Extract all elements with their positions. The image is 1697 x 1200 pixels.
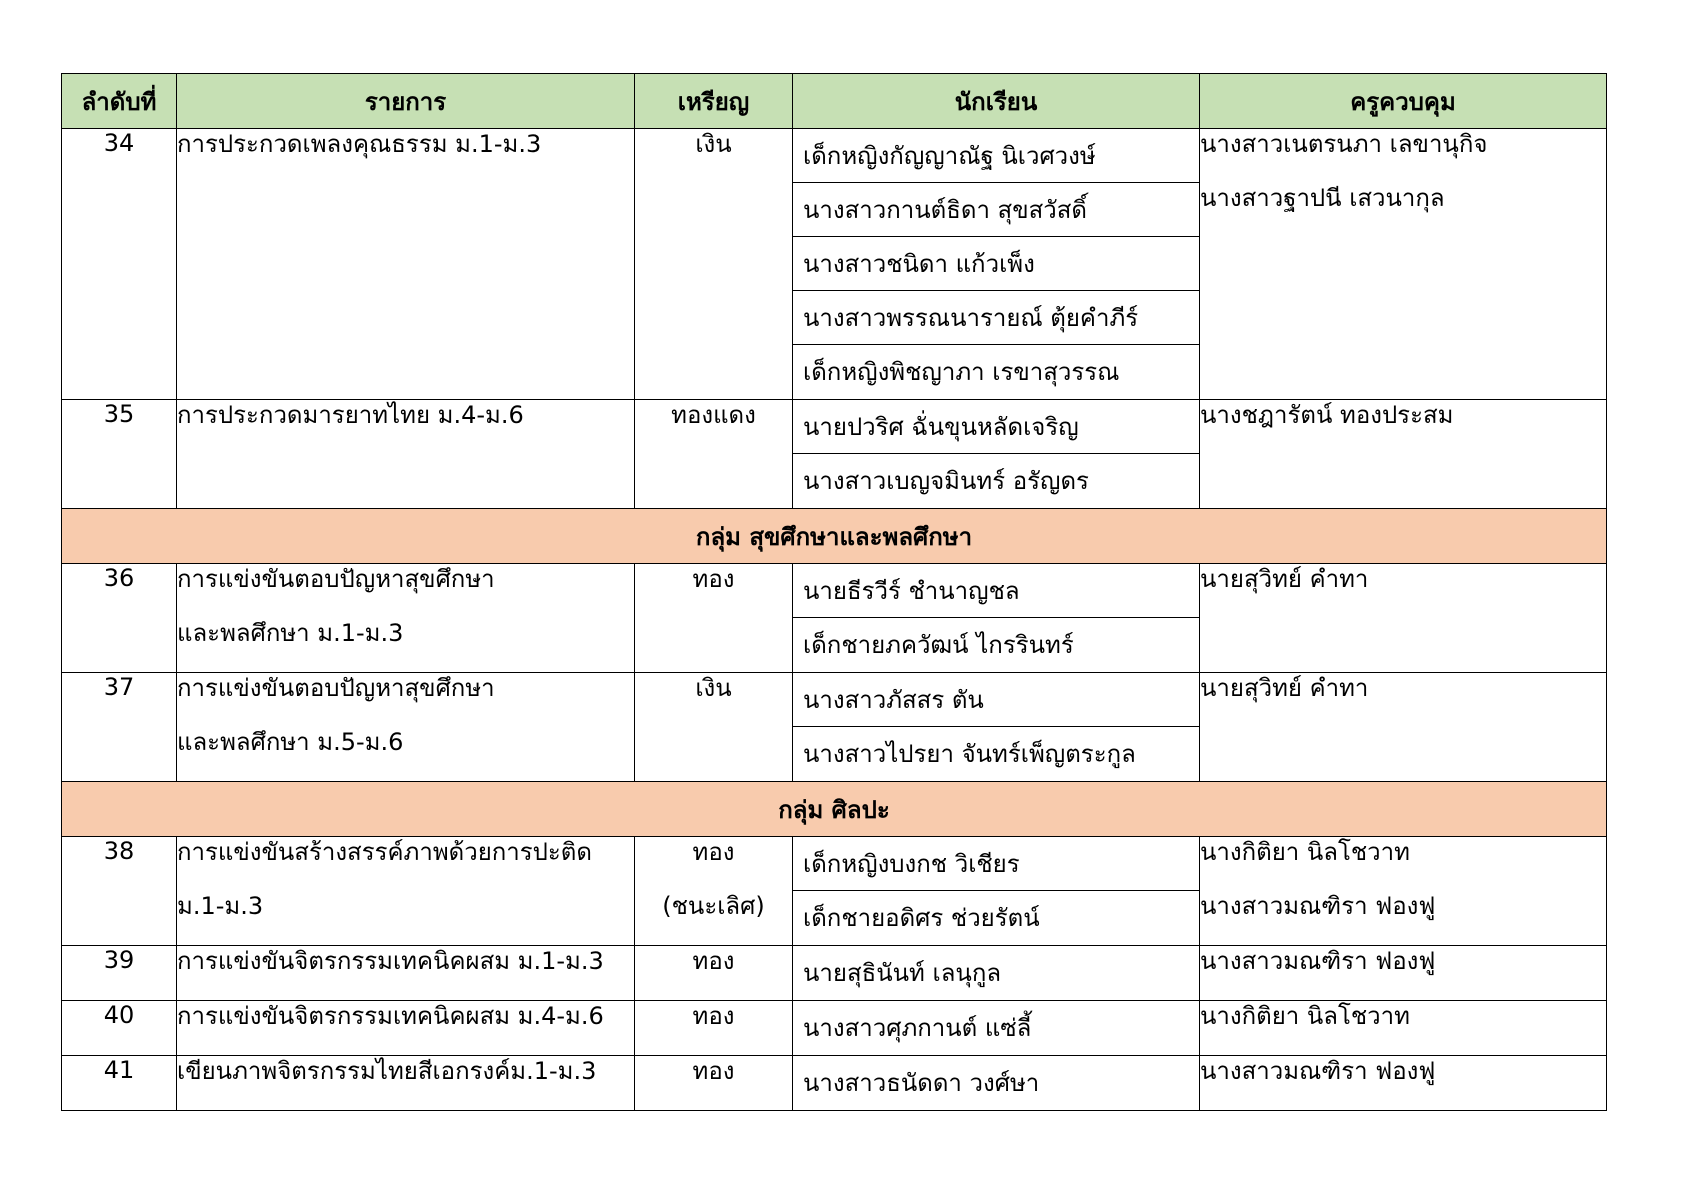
item-cell [177, 1056, 635, 1111]
student-name: นายสุธินันท์ เลนุกูล [803, 959, 1002, 987]
row-number: 39 [62, 946, 177, 1001]
item-cell-line: เขียนภาพจิตรกรรมไทยสีเอกรงค์ม.1-ม.3 [177, 1057, 597, 1085]
item-cell [177, 673, 635, 782]
student-name: นางสาวไปรยา จันทร์เพ็ญตระกูล [803, 740, 1136, 768]
student-name: นายธีรวีร์ ชำนาญชล [793, 564, 1199, 618]
row-number: 38 [62, 837, 177, 946]
medal-cell-line: (ชนะเลิศ) [662, 892, 765, 920]
teachers-cell [1200, 129, 1607, 400]
item-cell-line: ม.1-ม.3 [177, 892, 264, 920]
teachers-cell-line: นางสาวฐาปนี เสวนากุล [1200, 184, 1445, 212]
students-cell [793, 837, 1200, 946]
item-cell [177, 837, 635, 946]
table-row [62, 837, 1607, 946]
medal-cell [635, 837, 793, 946]
item-cell [177, 400, 635, 509]
teachers-cell-line: นางชฎารัตน์ ทองประสม [1200, 401, 1454, 429]
students-cell [793, 673, 1200, 782]
student-name: นางสาวเบญจมินทร์ อรัญดร [803, 467, 1089, 495]
item-cell-line: และพลศึกษา ม.5-ม.6 [177, 728, 404, 756]
medal-cell-line: ทอง [692, 838, 735, 866]
teachers-cell-line: นางสาวมณฑิรา ฟองฟู [1200, 947, 1436, 975]
teachers-cell-line: นางกิติยา นิลโชวาท [1200, 1002, 1410, 1030]
table-row [62, 564, 1607, 673]
header-students: นักเรียน [793, 74, 1200, 129]
row-number: 37 [62, 673, 177, 782]
teachers-cell [1200, 564, 1607, 673]
medal-cell-line: เงิน [695, 130, 732, 158]
row-number: 41 [62, 1056, 177, 1111]
medal-cell-line: เงิน [695, 674, 732, 702]
table-row [62, 400, 1607, 509]
row-number: 34 [62, 129, 177, 400]
teachers-cell-line: นางสาวมณฑิรา ฟองฟู [1200, 1057, 1436, 1085]
medal-cell [635, 564, 793, 673]
item-cell-line: การแข่งขันตอบปัญหาสุขศึกษา [177, 565, 495, 593]
medal-cell-line: ทอง [692, 1057, 735, 1085]
header-item: รายการ [177, 74, 635, 129]
teachers-cell-line: นางสาวเนตรนภา เลขานุกิจ [1200, 130, 1488, 158]
group-label: กลุ่ม ศิลปะ [62, 782, 1607, 837]
student-name: เด็กหญิงพิชญาภา เรขาสุวรรณ [803, 358, 1120, 386]
table-row [62, 1056, 1607, 1111]
medal-cell-line: ทองแดง [671, 401, 756, 429]
medal-cell-line: ทอง [692, 565, 735, 593]
students-cell [793, 1001, 1200, 1056]
medal-cell [635, 129, 793, 400]
header-no: ลำดับที่ [62, 74, 177, 129]
teachers-cell [1200, 400, 1607, 509]
item-cell [177, 564, 635, 673]
awards-table [61, 73, 1607, 1111]
medal-cell-line: ทอง [692, 947, 735, 975]
medal-cell [635, 400, 793, 509]
students-cell [793, 129, 1200, 400]
student-name: เด็กชายภควัฒน์ ไกรรินทร์ [803, 631, 1074, 659]
students-cell [793, 946, 1200, 1001]
student-name: เด็กชายอดิศร ช่วยรัตน์ [803, 904, 1040, 932]
students-cell [793, 1056, 1200, 1111]
header-teachers: ครูควบคุม [1200, 74, 1607, 129]
item-cell-line: การแข่งขันจิตรกรรมเทคนิคผสม ม.4-ม.6 [177, 1002, 604, 1030]
student-name: นางสาวศุภกานต์ แซ่ลี้ [803, 1014, 1032, 1042]
student-name: นายปวริศ ฉั่นขุนหลัดเจริญ [793, 400, 1199, 454]
item-cell-line: การแข่งขันสร้างสรรค์ภาพด้วยการปะติด [177, 838, 592, 866]
row-number: 36 [62, 564, 177, 673]
item-cell [177, 129, 635, 400]
row-number: 35 [62, 400, 177, 509]
table-row [62, 129, 1607, 400]
item-cell-line: การประกวดเพลงคุณธรรม ม.1-ม.3 [177, 130, 542, 158]
student-name: เด็กหญิงบงกช วิเชียร [793, 837, 1199, 891]
item-cell-line: การแข่งขันจิตรกรรมเทคนิคผสม ม.1-ม.3 [177, 947, 604, 975]
item-cell-line: การประกวดมารยาทไทย ม.4-ม.6 [177, 401, 524, 429]
item-cell-line: การแข่งขันตอบปัญหาสุขศึกษา [177, 674, 495, 702]
table-body [62, 129, 1607, 1111]
medal-cell [635, 1056, 793, 1111]
student-name: นางสาวกานต์ธิดา สุขสวัสดิ์ [793, 183, 1199, 237]
teachers-cell-line: นางกิติยา นิลโชวาท [1200, 838, 1410, 866]
student-name: นางสาวธนัดดา วงศ์ษา [803, 1069, 1040, 1097]
teachers-cell-line: นางสาวมณฑิรา ฟองฟู [1200, 892, 1436, 920]
group-label: กลุ่ม สุขศึกษาและพลศึกษา [62, 509, 1607, 564]
teachers-cell [1200, 837, 1607, 946]
row-number: 40 [62, 1001, 177, 1056]
student-name: นางสาวภัสสร ตัน [793, 673, 1199, 727]
student-name: นางสาวพรรณนารายณ์ ตุ้ยคำภีร์ [793, 291, 1199, 345]
teachers-cell-line: นายสุวิทย์ คำทา [1200, 674, 1369, 702]
medal-cell [635, 673, 793, 782]
header-medal: เหรียญ [635, 74, 793, 129]
medal-cell-line: ทอง [692, 1002, 735, 1030]
student-name: เด็กหญิงกัญญาณัฐ นิเวศวงษ์ [793, 129, 1199, 183]
students-cell [793, 400, 1200, 509]
item-cell-line: และพลศึกษา ม.1-ม.3 [177, 619, 404, 647]
teachers-cell [1200, 673, 1607, 782]
student-name: นางสาวชนิดา แก้วเพ็ง [793, 237, 1199, 291]
students-cell [793, 564, 1200, 673]
teachers-cell-line: นายสุวิทย์ คำทา [1200, 565, 1369, 593]
table-row [62, 673, 1607, 782]
teachers-cell [1200, 1056, 1607, 1111]
